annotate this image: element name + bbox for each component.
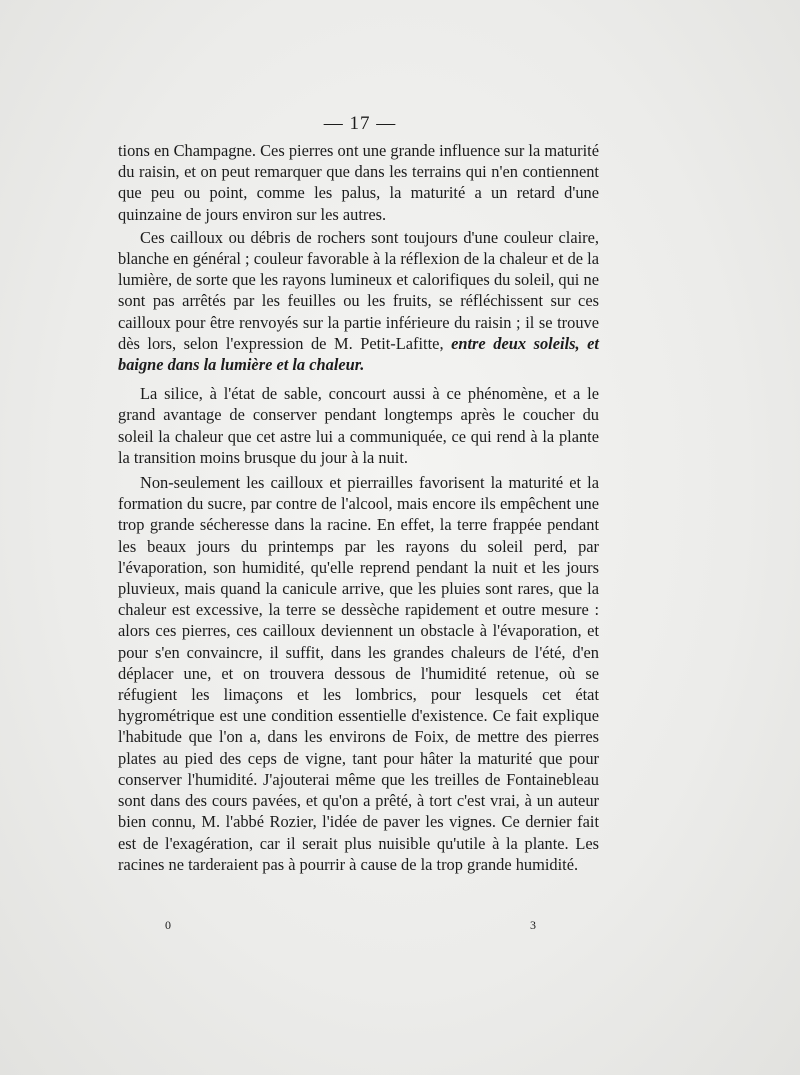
paragraph-1: tions en Champagne. Ces pierres ont une grande influence sur la maturité du raisin, et on peut remarquer que dans les terrains qui n'en contiennent que peu ou point, comme les palus, la maturité a un retard d'une quinzaine de jours environ sur les autres. <box>118 141 599 224</box>
paragraph-2 <box>118 227 599 375</box>
paragraph-2-quote: entre deux soleils, et baigne dans la lumière et la chaleur. <box>118 333 599 375</box>
signature-mark-left: 0 <box>165 918 171 932</box>
signature-mark-right: 3 <box>530 918 536 932</box>
body-text <box>118 140 599 875</box>
page-number: — 17 — <box>323 113 397 134</box>
paragraph-3: La silice, à l'état de sable, concourt aussi à ce phénomène, et a le grand avantage de conserver pendant longtemps après le coucher du soleil la chaleur que cet astre lui a communiquée, ce qui rend à la plante la transition moins brusque du jour à la nuit. <box>118 384 599 467</box>
paragraph-4: Non-seulement les cailloux et pierrailles favorisent la maturité et la formation du sucre, par contre de l'alcool, mais encore ils empêchent une trop grande sécheresse dans la racine. En effet, la terre frappée pendant les beaux jours du printemps par les rayons du soleil perd, par l'évaporation, son humidité, qu'elle reprend pendant la nuit et les jours pluvieux, mais quand la canicule arrive, que les pluies sont rares, que la chaleur est excessive, la terre se dessèche rapidement et outre mesure : alors ces pierres, ces cailloux deviennent un obstacle à l'évaporation, et pour s'en convaincre, il suffit, dans les grandes chaleurs de l'été, d'en déplacer une, et on trouvera dessous de l'humidité retenue, où se réfugient les limaçons et les lombrics, pour lesquels cet état hygrométrique est une condition essentielle d'existence. Ce fait explique l'habitude que l'on a, dans les environs de Foix, de mettre des pierres plates au pied des ceps de vigne, tant pour hâter la maturité que pour conserver l'humidité. J'ajouterai même que les treilles de Fontainebleau sont dans des cours pavées, et qu'on a prêté, à tort c'est vrai, à un auteur bien connu, M. l'abbé Rozier, l'idée de paver les vignes. Ce dernier fait est de l'exagération, car il serait plus nuisible qu'utile à la plante. Les racines ne tarderaient pas à pourrir à cause de la trop grande humidité. <box>118 473 599 874</box>
paragraph-2-text: Ces cailloux ou débris de rochers sont toujours d'une couleur claire, blanche en général ; couleur favorable à la réflexion de la chaleur et de la lumière, de sorte que les rayons lumineux et calorifiques du soleil, qui ne sont pas arrêtés par les feuilles ou les fruits, se réfléchissent sur ces cailloux pour être renvoyés sur la partie inférieure du raisin ; il se trouve dès lors, selon l'expression de M. Petit-Lafitte, <box>118 227 599 353</box>
